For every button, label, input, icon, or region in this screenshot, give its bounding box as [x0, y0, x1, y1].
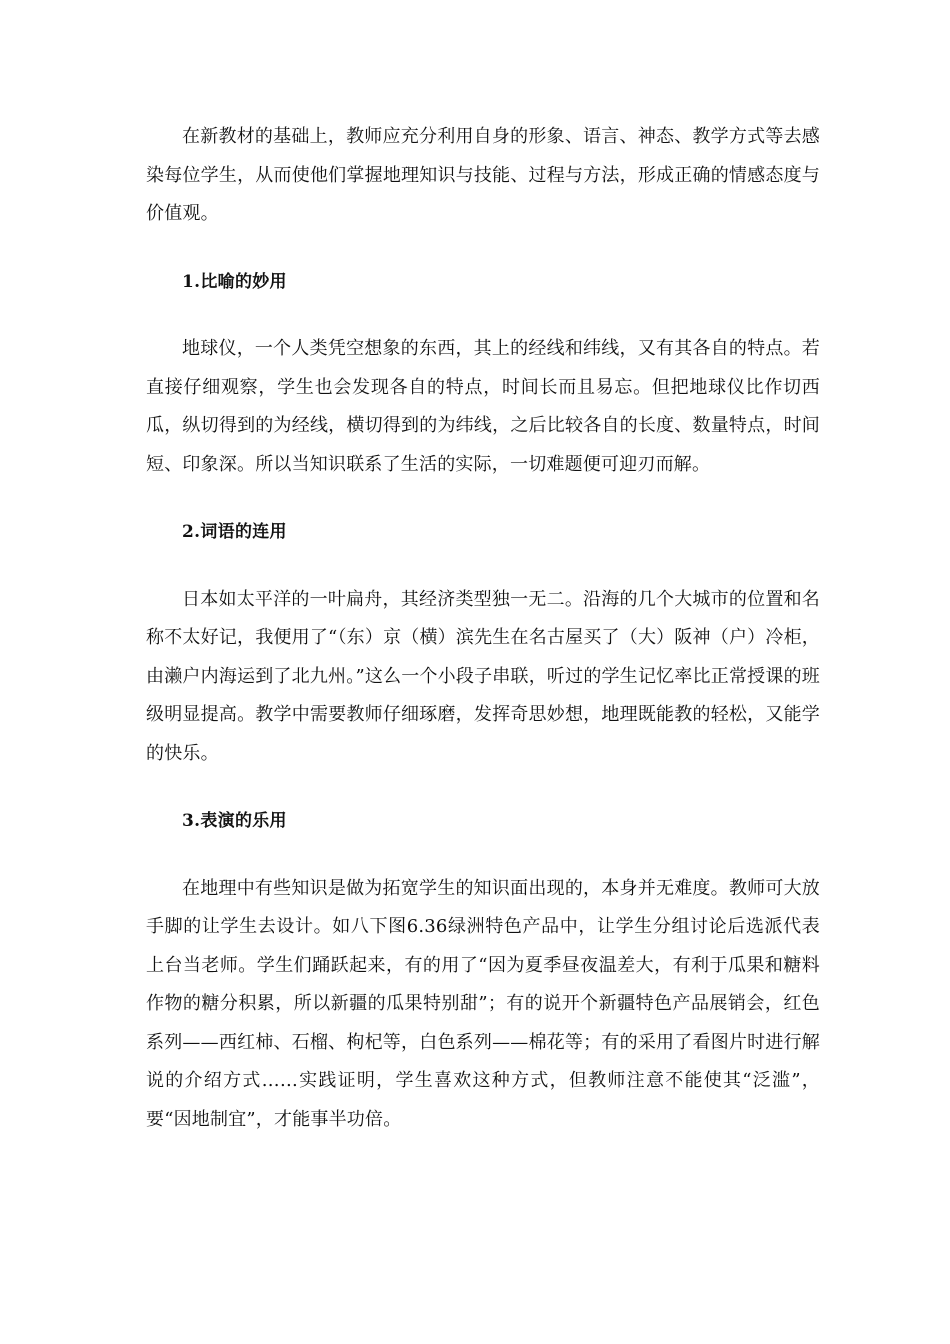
spacer — [146, 484, 820, 513]
section-paragraph-2: 日本如太平洋的一叶扁舟，其经济类型独一无二。沿海的几个大城市的位置和名称不太好记，我便用了“（东）京（横）滨先生在名古屋买了（大）阪神（户）冷柜，由濑户内海运到了北九州。”这么一个小段子串联，听过的学生记忆率比正常授课的班级明显提高。教学中需要教师仔细琢磨，发挥奇思妙想，地理既能教的轻松，又能学的快乐。 — [146, 588, 820, 764]
spacer — [146, 552, 820, 581]
section-heading-3: 3.表演的乐用 — [182, 811, 287, 831]
spacer — [146, 773, 820, 802]
spacer — [146, 301, 820, 330]
section-paragraph-1: 地球仪，一个人类凭空想象的东西，其上的经线和纬线，又有其各自的特点。若直接仔细观察，学生也会发现各自的特点，时间长而且易忘。但把地球仪比作切西瓜，纵切得到的为经线，横切得到的为纬线，之后比较各自的长度、数量特点，时间短、印象深。所以当知识联系了生活的实际，一切难题便可迎刃而解。 — [146, 338, 820, 475]
section-heading-1: 1.比喻的妙用 — [182, 271, 287, 292]
section-paragraph-3: 在地理中有些知识是做为拓宽学生的知识面出现的，本身并无难度。教师可大放手脚的让学生去设计。如八下图6.36绿洲特色产品中，让学生分组讨论后选派代表上台当老师。学生们踊跃起来，有的用了“因为夏季昼夜温差大，有利于瓜果和糖料作物的糖分积累，所以新疆的瓜果特别甜”；有的说开个新疆特色产品展销会，红色系列——西红柿、石榴、枸杞等，白色系列——棉花等；有的采用了看图片时进行解说的介绍方式……实践证明，学生喜欢这种方式，但教师注意不能使其“泛滥”，要“因地制宜”，才能事半功倍。 — [146, 877, 820, 1130]
intro-paragraph: 在新教材的基础上，教师应充分利用自身的形象、语言、神态、教学方式等去感染每位学生，从而使他们掌握地理知识与技能、过程与方法，形成正确的情感态度与价值观。 — [146, 126, 820, 224]
spacer — [146, 841, 820, 870]
document-body — [146, 118, 820, 1139]
spacer — [146, 234, 820, 263]
section-heading-2: 2.词语的连用 — [182, 522, 287, 542]
